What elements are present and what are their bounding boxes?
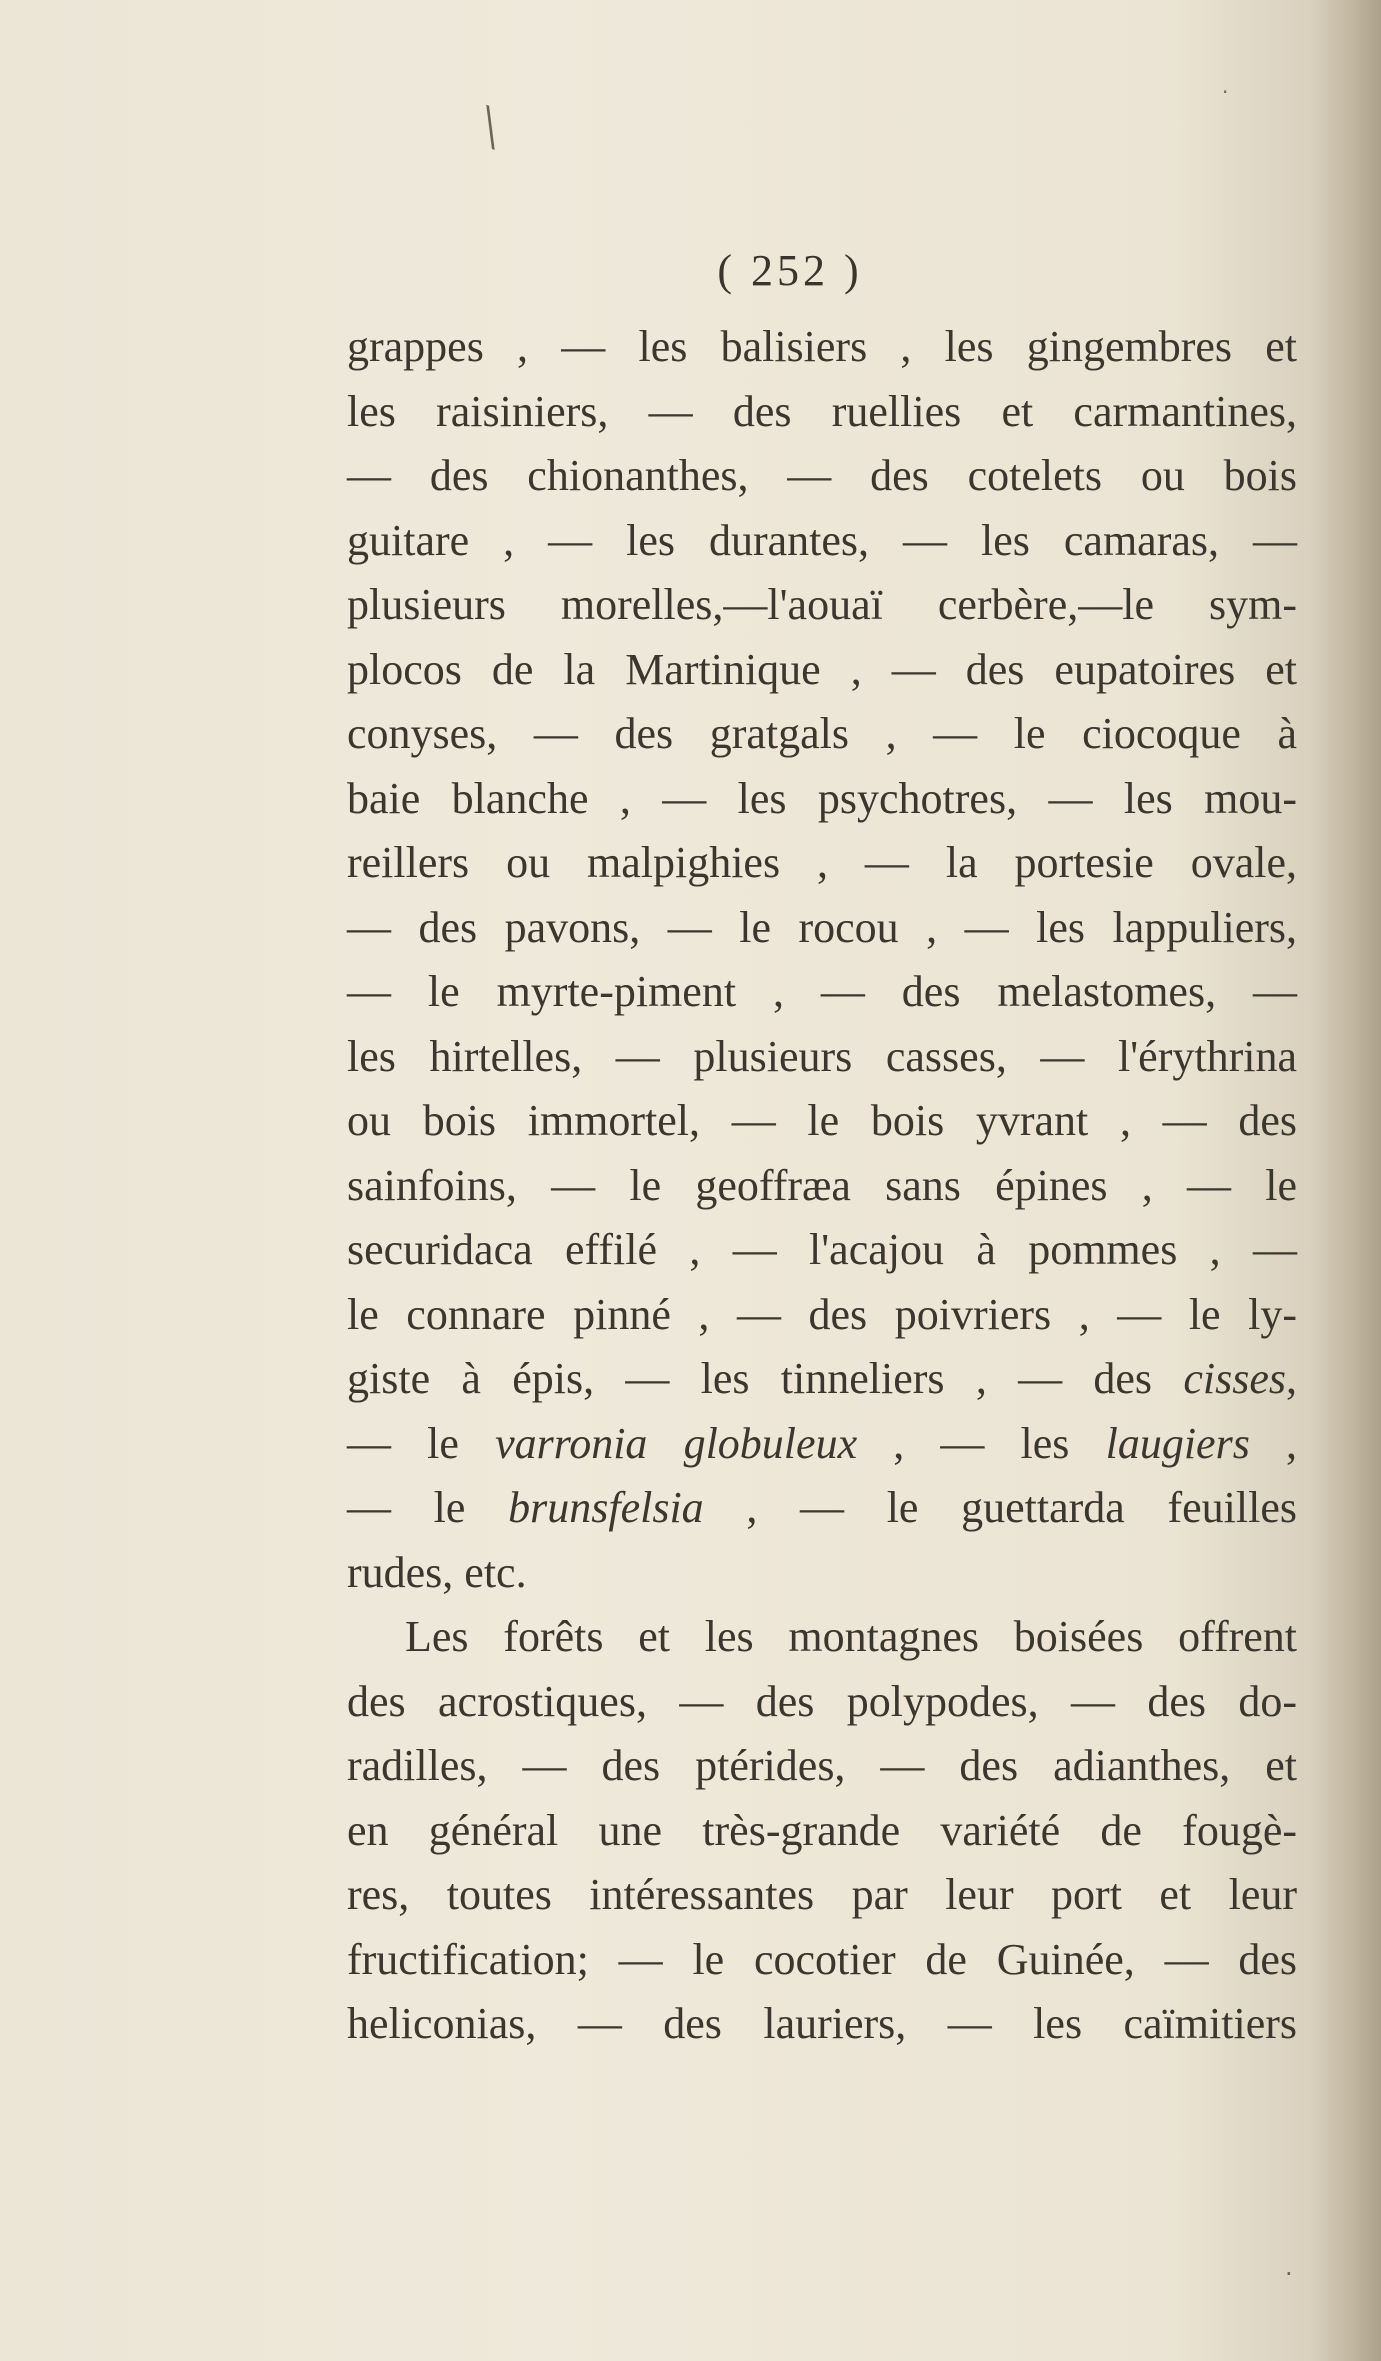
text-line: les hirtelles, — plusieurs casses, — l'érythrina bbox=[347, 1031, 1297, 1081]
text-line: en général une très-grande variété de fougè- bbox=[347, 1805, 1297, 1855]
text-line: plocos de la Martinique , — des eupatoires et bbox=[347, 644, 1297, 694]
text-line: — des chionanthes, — des cotelets ou bois bbox=[347, 451, 1297, 500]
body-text bbox=[347, 315, 1297, 2057]
text-line: — des pavons, — le rocou , — les lappuliers, bbox=[347, 902, 1297, 952]
text-line: guitare , — les durantes, — les camaras, — bbox=[347, 515, 1297, 565]
text-line: radilles, — des ptérides, — des adianthes, et bbox=[347, 1741, 1297, 1790]
text-line: baie blanche , — les psychotres, — les mou- bbox=[347, 773, 1297, 823]
text-line: grappes , — les balisiers , les gingembres et bbox=[347, 322, 1297, 371]
ink-mark: ╲ bbox=[473, 105, 507, 151]
text-line: conyses, — des gratgals , — le ciocoque à bbox=[347, 709, 1297, 758]
text-line: securidaca effilé , — l'acajou à pommes , — bbox=[347, 1225, 1297, 1274]
text-line: — le varronia globuleux , — les laugiers , bbox=[347, 1418, 1297, 1468]
text-line: les raisiniers, — des ruellies et carmantines, bbox=[347, 386, 1297, 436]
text-line: sainfoins, — le geoffræa sans épines , — le bbox=[347, 1160, 1297, 1210]
text-line: ou bois immortel, — le bois yvrant , — des bbox=[347, 1096, 1297, 1145]
page-number: ( 252 ) bbox=[717, 246, 863, 295]
text-line: rudes, etc. bbox=[347, 1547, 527, 1597]
ink-speck: · bbox=[1285, 2260, 1293, 2288]
paragraph-start-line: Les forêts et les montagnes boisées offrent bbox=[405, 1612, 1297, 1661]
italic-term: laugiers bbox=[1105, 1418, 1250, 1468]
italic-term: cisses bbox=[1183, 1354, 1286, 1403]
text-line: giste à épis, — les tinneliers , — des cisses, bbox=[347, 1354, 1297, 1403]
text-line: — le myrte-piment , — des melastomes, — bbox=[347, 967, 1297, 1016]
text-line: des acrostiques, — des polypodes, — des do- bbox=[347, 1676, 1297, 1726]
italic-term: brunsfelsia bbox=[508, 1483, 704, 1532]
ink-speck: · bbox=[1222, 80, 1229, 104]
text-line: reillers ou malpighies , — la portesie ovale, bbox=[347, 838, 1297, 887]
text-line: fructification; — le cocotier de Guinée, — des bbox=[347, 1934, 1297, 1984]
italic-term: varronia globuleux bbox=[495, 1418, 858, 1468]
text-line: plusieurs morelles,—l'aouaï cerbère,—le sym- bbox=[347, 580, 1297, 629]
text-line: res, toutes intéressantes par leur port et leur bbox=[347, 1870, 1297, 1919]
text-line: heliconias, — des lauriers, — les caïmitiers bbox=[347, 1999, 1297, 2048]
text-line: le connare pinné , — des poivriers , — le ly- bbox=[347, 1289, 1297, 1339]
text-line: — le brunsfelsia , — le guettarda feuilles bbox=[347, 1483, 1297, 1532]
gutter-shadow bbox=[1311, 0, 1381, 2361]
